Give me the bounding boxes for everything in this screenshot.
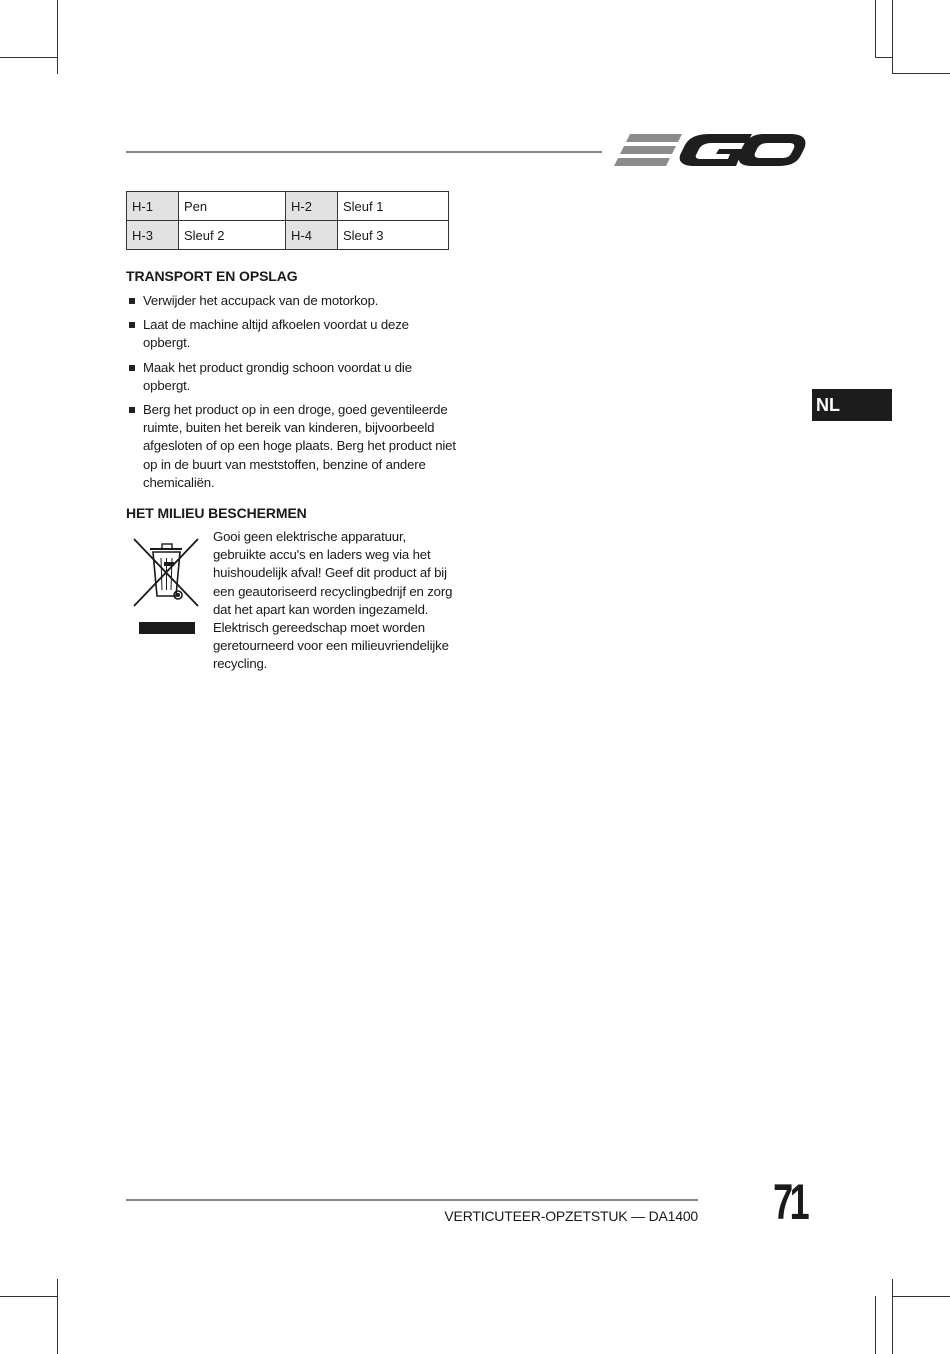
crop-mark (57, 1279, 58, 1354)
language-tab: NL (812, 389, 892, 421)
part-label: Pen (179, 192, 286, 221)
table-row (127, 221, 449, 250)
list-item-text: Verwijder het accupack van de motorkop. (143, 293, 379, 308)
weee-crossed-bin-icon (131, 536, 201, 638)
ego-logo (612, 124, 806, 176)
crop-mark (875, 57, 892, 58)
part-label: Sleuf 2 (179, 221, 286, 250)
part-code: H-2 (286, 192, 338, 221)
table-row (127, 192, 449, 221)
list-item (126, 401, 456, 492)
transport-heading: TRANSPORT EN OPSLAG (126, 268, 298, 284)
bullet-square-icon (129, 407, 135, 413)
part-label: Sleuf 1 (338, 192, 449, 221)
list-item (126, 359, 456, 395)
footer-rule (126, 1199, 698, 1201)
part-label: Sleuf 3 (338, 221, 449, 250)
crop-mark (892, 1279, 893, 1354)
parts-table (126, 191, 449, 250)
transport-list (126, 292, 456, 498)
crop-mark (0, 1296, 57, 1297)
crop-mark (875, 1296, 876, 1354)
crop-mark (892, 73, 950, 74)
environment-heading: HET MILIEU BESCHERMEN (126, 505, 307, 521)
list-item-text: Berg het product op in een droge, goed geventileerde ruimte, buiten het bereik van kinderen, bijvoorbeeld afgesloten of op een hoge plaats. Berg het product niet op in de buurt van meststoffen, benzine of andere chemicaliën. (143, 402, 456, 490)
part-code: H-3 (127, 221, 179, 250)
bullet-square-icon (129, 322, 135, 328)
list-item-text: Laat de machine altijd afkoelen voordat u deze opbergt. (143, 317, 409, 351)
page-number: 71 (773, 1174, 806, 1230)
header-rule (126, 151, 602, 153)
part-code: H-4 (286, 221, 338, 250)
crop-mark (57, 0, 58, 74)
environment-text: Gooi geen elektrische apparatuur, gebruikte accu's en laders weg via het huishoudelijk afval! Geef dit product af bij een geautoriseerd recyclingbedrijf en zorg dat het apart kan worden ingezameld. Elektrisch gereedschap moet worden geretourneerd voor een milieuvriendelijke recycling. (213, 529, 453, 672)
footer-title: VERTICUTEER-OPZETSTUK — DA1400 (444, 1208, 698, 1224)
bullet-square-icon (129, 365, 135, 371)
list-item-text: Maak het product grondig schoon voordat u die opbergt. (143, 359, 412, 393)
crop-mark (892, 0, 893, 74)
crop-mark (875, 0, 876, 57)
list-item (126, 316, 456, 352)
bullet-square-icon (129, 298, 135, 304)
crop-mark (892, 1296, 950, 1297)
part-code: H-1 (127, 192, 179, 221)
list-item (126, 292, 456, 310)
crop-mark (0, 57, 57, 58)
